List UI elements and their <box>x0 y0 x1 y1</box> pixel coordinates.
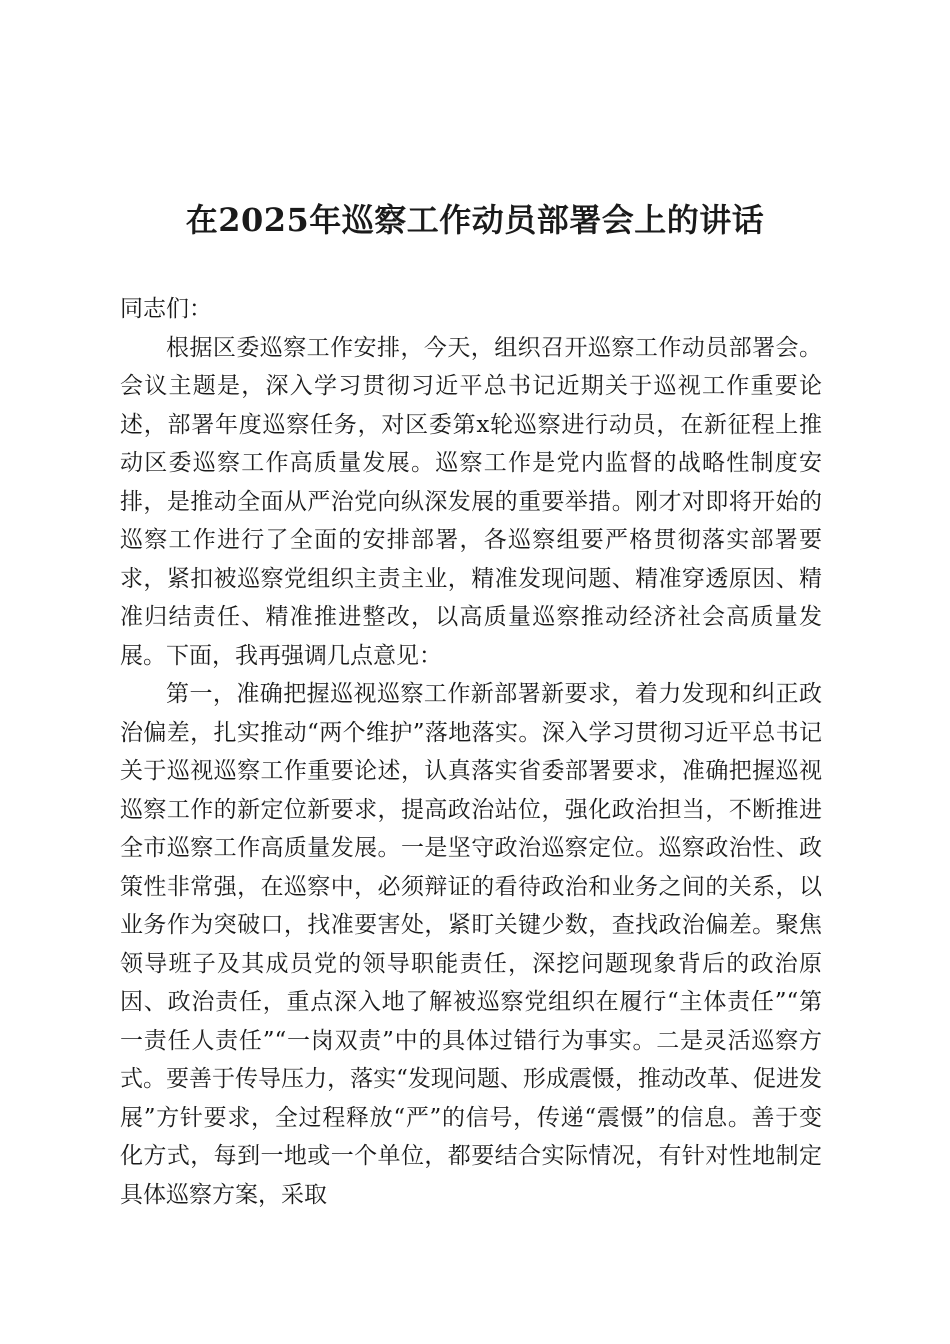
paragraph-first-point: 第一，准确把握巡视巡察工作新部署新要求，着力发现和纠正政治偏差，扎实推动“两个维护”落地落实。深入学习贯彻习近平总书记关于巡视巡察工作重要论述，认真落实省委部署要求，准确把握巡视巡察工作的新定位新要求，提高政治站位，强化政治担当，不断推进全市巡察工作高质量发展。一是坚守政治巡察定位。巡察政治性、政策性非常强，在巡察中，必须辩证的看待政治和业务之间的关系，以业务作为突破口，找准要害处，紧盯关键少数，查找政治偏差。聚焦领导班子及其成员党的领导职能责任，深挖问题现象背后的政治原因、政治责任，重点深入地了解被巡察党组织在履行“主体责任”“第一责任人责任”“一岗双责”中的具体过错行为事实。二是灵活巡察方式。要善于传导压力，落实“发现问题、形成震慑，推动改革、促进发展”方针要求，全过程释放“严”的信号，传递“震慑”的信息。善于变化方式，每到一地或一个单位，都要结合实际情况，有针对性地制定具体巡察方案，采取 <box>120 681 822 1208</box>
document-title: 在2025年巡察工作动员部署会上的讲话 <box>185 201 765 239</box>
paragraph-intro: 根据区委巡察工作安排，今天，组织召开巡察工作动员部署会。会议主题是，深入学习贯彻习近平总书记近期关于巡视工作重要论述，部署年度巡察任务，对区委第x轮巡察进行动员，在新征程上推动区委巡察工作高质量发展。巡察工作是党内监督的战略性制度安排，是推动全面从严治党向纵深发展的重要举措。刚才对即将开始的巡察工作进行了全面的安排部署，各巡察组要严格贯彻落实部署要求，紧扣被巡察党组织主责主业，精准发现问题、精准穿透原因、精准归结责任、精准推进整改，以高质量巡察推动经济社会高质量发展。下面，我再强调几点意见： <box>120 334 822 669</box>
salutation: 同志们： <box>120 296 212 322</box>
document-body <box>120 290 822 1214</box>
